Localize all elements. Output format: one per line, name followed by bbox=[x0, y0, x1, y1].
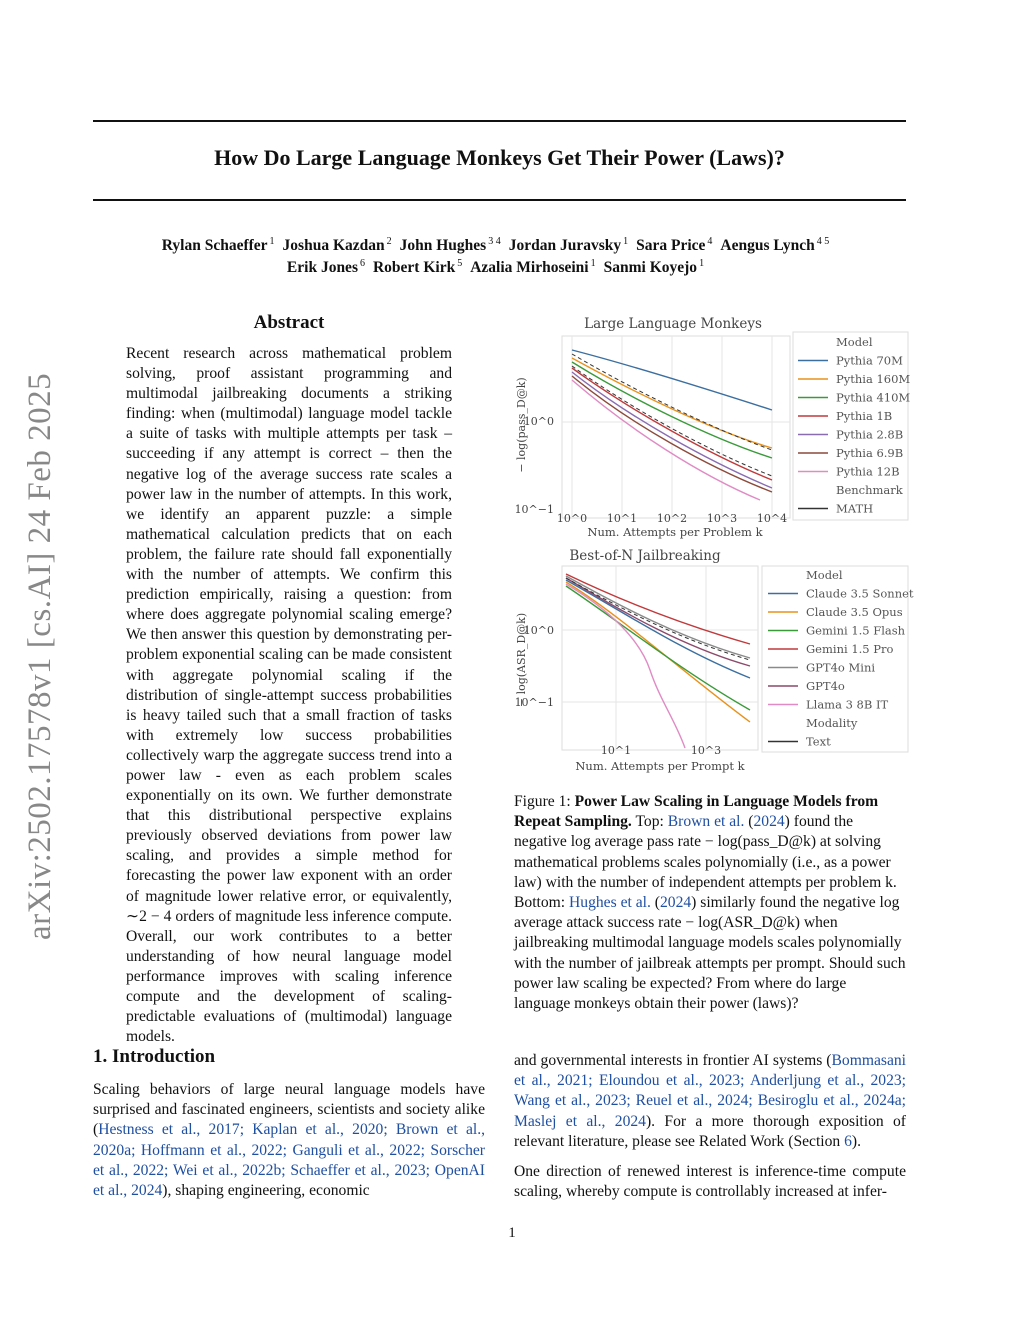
legend-item-label: Pythia 160M bbox=[836, 372, 911, 386]
legend-item-label: Claude 3.5 Sonnet bbox=[806, 586, 914, 601]
intro-right-text-b: ). For a more thorough exposition of relevant literature, please see Related Work (Section bbox=[514, 1112, 906, 1150]
author-name: Joshua Kazdan bbox=[282, 237, 385, 255]
legend-item-label: GPT4o bbox=[806, 679, 845, 693]
top-ytick-1: 10^0 bbox=[523, 415, 554, 428]
top-y-axis-label: − log(pass_D@k) bbox=[515, 377, 528, 473]
caption-citation-hughes-year[interactable]: 2024 bbox=[659, 894, 692, 912]
bottom-ytick-2: 10^−1 bbox=[514, 696, 554, 709]
legend-header: Model bbox=[806, 568, 843, 582]
bottom-xtick-2: 10^3 bbox=[690, 744, 722, 757]
intro-right-paragraph-2: One direction of renewed interest is inference-time compute scaling, whereby compute is controllably increased at infer- bbox=[514, 1163, 906, 1201]
top-ytick-2: 10^−1 bbox=[514, 503, 554, 516]
author-affiliation: 3 4 bbox=[488, 236, 501, 247]
arxiv-identifier: arXiv:2502.17578v1 [cs.AI] 24 Feb 2025 bbox=[22, 372, 58, 940]
legend-item-label: Pythia 6.9B bbox=[836, 446, 904, 460]
intro-left-text-a: Scaling behaviors of large neural language models have surprised and fascinated engineers, scientists and society alike ( bbox=[93, 1081, 485, 1139]
author-affiliation: 5 bbox=[457, 258, 463, 269]
author-name: Sanmi Koyejo bbox=[603, 259, 698, 277]
legend-item-label: Claude 3.5 Opus bbox=[806, 605, 903, 619]
top-xtick-4: 10^3 bbox=[706, 512, 738, 525]
legend-item-label: Pythia 12B bbox=[836, 464, 900, 479]
caption-text-2: found the negative log average pass rate − log(pass_D@k) at solving mathematical problems scales polynomially (i.e., as a power law) with the number of independent attempts per problem k. Bottom: bbox=[514, 813, 897, 912]
author-line-2 bbox=[93, 258, 906, 277]
caption-citation-hughes[interactable]: Hughes et al. bbox=[569, 894, 651, 912]
caption-citation-brown[interactable]: Brown et al. bbox=[667, 813, 745, 831]
legend-item-label: Pythia 2.8B bbox=[836, 427, 904, 442]
page-number: 1 bbox=[508, 1225, 516, 1241]
top-plot-area bbox=[562, 336, 790, 518]
caption-text-3: similarly found the negative log average attack success rate − log(ASR_D@k) when jailbreaking multimodal language models scales polynomially with the number of jailbreak attempts per prompt. Should such power law scaling be expected? From where do large language monkeys obtain their power (laws)? bbox=[514, 894, 906, 1013]
caption-bold: Power Law Scaling in Language Models from Repeat Sampling. bbox=[514, 793, 879, 831]
author-line-1 bbox=[93, 236, 906, 255]
intro-right-citations[interactable]: Bommasani et al., 2021; Eloundou et al., 2023; Anderljung et al., 2023; Wang et al., 2023; Reuel et al., 2024; Besiroglu et al., 2024a; Maslej et al., 2024 bbox=[514, 1052, 906, 1130]
caption-prefix: Figure 1: bbox=[514, 793, 575, 810]
author-affiliation: 6 bbox=[359, 258, 365, 269]
bottom-chart-title: Best-of-N Jailbreaking bbox=[569, 548, 721, 564]
top-xtick-1: 10^0 bbox=[556, 512, 588, 525]
author-name: Azalia Mirhoseini bbox=[470, 259, 589, 277]
intro-heading: 1. Introduction bbox=[93, 1046, 216, 1067]
author-name: Jordan Juravsky bbox=[508, 237, 622, 255]
top-x-axis-label: Num. Attempts per Problem k bbox=[587, 525, 763, 539]
author-affiliation: 1 bbox=[269, 236, 275, 247]
abstract-text: Recent research across mathematical problem solving, proof assistant programming and multimodal jailbreaking documents a striking finding: when (multimodal) language model tackle a suite of tasks with multiple attempts per task – succeeding if any attempt is correct – then the negative log of the average success rate scales a power law in the number of attempts. In this work, we identify an apparent puzzle: a simple mathematical calculation predicts that on each problem, the failure rate should fall exponentially with the number of attempts. We confirm this prediction empirically, raising a question: from where does aggregate polynomial scaling emerge? We then answer this question by demonstrating per-problem exponential scaling can be made consistent with aggregate polynomial scaling if the distribution of single-attempt success probabilities is heavy tailed such that a small fraction of tasks with extremely low success probabilities collectively warp the aggregate success trend into a power law - even as each problem scales exponentially on its own. We further demonstrate that this distributional perspective explains previously observed deviations from power law scaling, and provides a simple method for forecasting the power law exponent with an order of magnitude lower relative error, or equivalently, ∼2 − 4 orders of magnitude less inference compute. Overall, our work contributes to a better understanding of how neural language model performance improves with scaling inference compute and the development of scaling-predictable evaluations of (multimodal) language models. bbox=[126, 345, 452, 1046]
figure-1 bbox=[510, 310, 920, 780]
legend-item-label: Text bbox=[806, 734, 831, 749]
legend-header: Modality bbox=[806, 716, 858, 730]
legend-item-label: Gemini 1.5 Flash bbox=[806, 623, 906, 638]
author-name: John Hughes bbox=[399, 237, 487, 255]
paper-title: How Do Large Language Monkeys Get Their Power (Laws)? bbox=[214, 145, 785, 170]
legend-item-label: MATH bbox=[836, 501, 874, 516]
intro-right-column bbox=[514, 1051, 906, 1202]
legend-item-label: Pythia 410M bbox=[836, 390, 911, 405]
title-bottom-rule bbox=[93, 199, 906, 201]
intro-left-paragraph bbox=[93, 1080, 485, 1201]
abstract-heading: Abstract bbox=[253, 312, 325, 333]
author-name: Aengus Lynch bbox=[720, 237, 815, 255]
author-affiliation: 4 bbox=[707, 236, 713, 247]
legend-item-label: GPT4o Mini bbox=[806, 660, 876, 675]
author-affiliation: 2 bbox=[386, 236, 392, 247]
legend-item-label: Pythia 1B bbox=[836, 409, 893, 423]
top-xtick-3: 10^2 bbox=[656, 512, 688, 525]
top-chart-title: Large Language Monkeys bbox=[584, 316, 762, 332]
section-6-link[interactable]: 6 bbox=[844, 1132, 852, 1150]
intro-left-text-b: ), shaping engineering, economic bbox=[162, 1182, 370, 1200]
top-xtick-2: 10^1 bbox=[606, 512, 638, 525]
author-name: Rylan Schaeffer bbox=[161, 237, 268, 255]
intro-right-paragraph-1 bbox=[514, 1051, 906, 1152]
bottom-xtick-1: 10^1 bbox=[600, 744, 632, 757]
author-name: Robert Kirk bbox=[372, 259, 456, 277]
intro-right-text-c: ). bbox=[851, 1132, 862, 1150]
author-affiliation: 1 bbox=[590, 258, 596, 269]
top-rule bbox=[93, 120, 906, 122]
bottom-y-axis-label: − log(ASR_D@k) bbox=[515, 612, 528, 708]
author-affiliation: 1 bbox=[623, 236, 629, 247]
top-xtick-5: 10^4 bbox=[756, 512, 788, 525]
figure-caption: Figure 1: Power Law Scaling in Language Models from Repeat Sampling. Top: Brown et al. (2024) found the negative log average pass rate − log(pass_D@k) at solving mathematical problems scales polynomially (i.e., as a power law) with the number of independent attempts per problem k. Bottom: Hughes et al. (2024) similarly found the negative log average attack success rate − log(ASR_D@k) when jailbreaking multimodal language models scales polynomially with the number of jailbreak attempts per prompt. Should such power law scaling be expected? From where do large language monkeys obtain their power (laws)? bbox=[514, 793, 906, 1013]
legend-item-label: Pythia 70M bbox=[836, 353, 903, 368]
bottom-ytick-1: 10^0 bbox=[523, 624, 554, 637]
author-name: Sara Price bbox=[636, 237, 706, 255]
legend-item-label: Gemini 1.5 Pro bbox=[806, 642, 894, 656]
author-name: Erik Jones bbox=[286, 259, 358, 277]
intro-left-citations[interactable]: Hestness et al., 2017; Kaplan et al., 2020; Brown et al., 2020a; Hoffmann et al., 2022; Ganguli et al., 2022; Sorscher et al., 2022; Wei et al., 2022b; Schaeffer et al., 2023; OpenAI et al., 2024 bbox=[93, 1121, 485, 1200]
legend-item-label: Llama 3 8B IT bbox=[806, 697, 889, 712]
intro-right-text-a: and governmental interests in frontier AI systems ( bbox=[514, 1052, 832, 1069]
author-affiliation: 1 bbox=[699, 258, 705, 269]
bottom-x-axis-label: Num. Attempts per Prompt k bbox=[575, 759, 745, 773]
legend-header: Benchmark bbox=[836, 483, 903, 497]
author-affiliation: 4 5 bbox=[816, 236, 830, 247]
legend-header: Model bbox=[836, 335, 873, 349]
caption-citation-brown-year[interactable]: 2024 bbox=[753, 813, 785, 831]
caption-text-1: Top: bbox=[631, 813, 668, 831]
